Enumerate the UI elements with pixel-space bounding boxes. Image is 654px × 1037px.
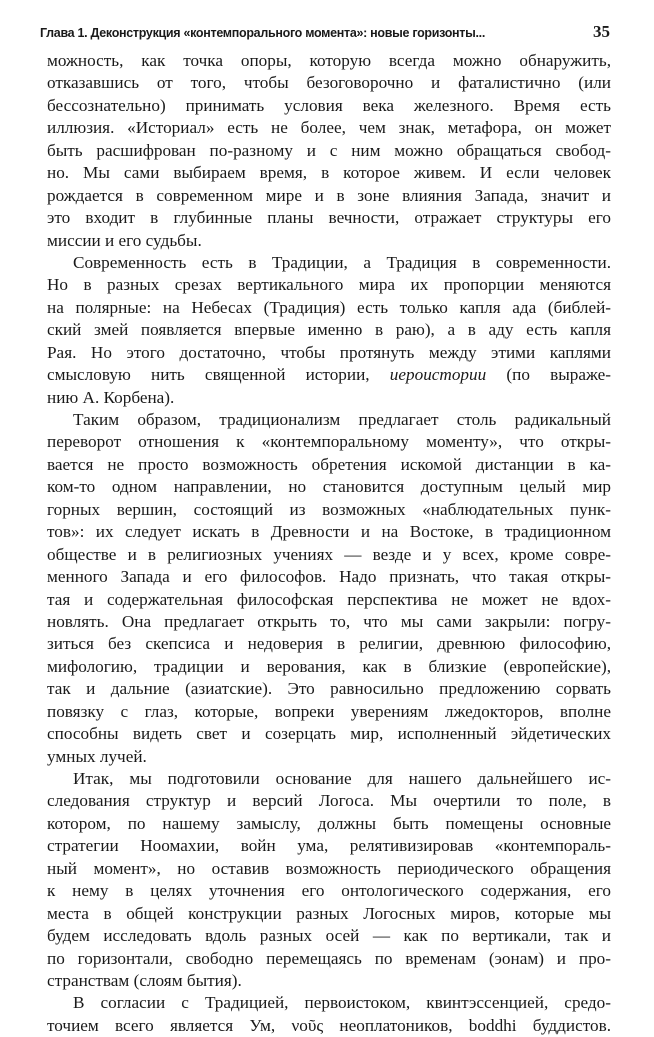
text-line: обществе и в религиозных учениях — везде и у всех, кроме совре- <box>47 544 611 564</box>
text-line: повязку с глаз, которые, вопреки уверениям лжедокторов, вполне <box>47 701 611 721</box>
text-line: переворот отношения к «контемпоральному моменту», что откры- <box>47 432 611 452</box>
text-line: Рая. Но этого достаточно, чтобы протянуть между этими каплями <box>47 342 611 362</box>
body-text <box>47 50 611 1037</box>
text-line: новлять. Она предлагает открыть то, что мы сами закрыли: погру- <box>47 611 611 631</box>
text-line: точием всего является Ум, νοῦς неоплатоников, boddhi буддистов. <box>47 1015 611 1035</box>
paragraph <box>47 409 611 768</box>
paragraph <box>47 768 611 992</box>
text-line: иллюзия. «Историал» есть не более, чем знак, метафора, он может <box>47 118 611 138</box>
text-line: быть расшифрован по-разному и с ним можно обращаться свобод- <box>47 140 611 160</box>
text-line: Итак, мы подготовили основание для нашего дальнейшего ис- <box>73 769 611 788</box>
text-line: способны видеть свет и созерцать мир, исполненный эйдетических <box>47 724 611 744</box>
text-line: Современность есть в Традиции, а Традиция в современности. <box>73 252 611 272</box>
text-line: это входит в глубинные планы вечности, отражает структуры его <box>47 208 611 228</box>
text-line-with-italic <box>47 364 611 386</box>
running-title: Глава 1. Деконструкция «контемпорального момента»: новые горизонты... <box>40 26 486 40</box>
text-line: Но в разных срезах вертикального мира их пропорции меняются <box>47 275 611 295</box>
text-line: места в общей конструкции разных Логосных миров, которые мы <box>47 903 611 923</box>
text-line: но. Мы сами выбираем время, в которое живем. И если человек <box>47 163 611 183</box>
text-line: будем исследовать вдоль разных осей — как по вертикали, так и <box>47 926 611 946</box>
text-line: В согласии с Традицией, первоистоком, квинтэссенцией, средо- <box>73 993 611 1013</box>
text-line: по горизонтали, свободно перемещаясь по временам (эонам) и про- <box>47 948 611 968</box>
text-line: стратегии Ноомахии, войн ума, релятивизировав «контемпораль- <box>47 836 611 856</box>
text-line: мифологию, традиции и верования, как в близкие (европейские), <box>47 656 611 676</box>
italic-term: иероистории <box>389 365 487 385</box>
running-header <box>40 22 610 44</box>
text-line: тов»: их следует искать в Древности и на Востоке, в традиционном <box>47 522 611 542</box>
text-line: котором, по нашему замыслу, должны быть помещены основные <box>47 813 611 833</box>
text-line: ком-то одном направлении, но становится доступным целый мир <box>47 477 611 497</box>
text-line: ный момент», но оставив возможность периодического обращения <box>47 858 611 878</box>
text-line: отказавшись от того, чтобы безоговорочно и фаталистично (или <box>47 73 611 93</box>
text-line: к нему в целях уточнения его онтологического содержания, его <box>47 881 611 901</box>
text-line: Таким образом, традиционализм предлагает столь радикальный <box>73 410 611 429</box>
page-number: 35 <box>593 22 610 41</box>
text-fragment: смысловую нить священной истории, <box>47 365 390 385</box>
text-line: странствам (слоям бытия). <box>47 970 242 990</box>
paragraph <box>47 252 611 409</box>
text-line: так и дальние (азиатские). Это равносильно предложению сорвать <box>47 679 611 699</box>
text-line: зиться без скепсиса и недоверия в религии, древнюю философию, <box>47 634 611 654</box>
text-line: можность, как точка опоры, которую всегда можно обнаружить, <box>47 51 611 70</box>
text-fragment: (по выраже- <box>486 365 611 385</box>
text-line: умных лучей. <box>47 746 147 766</box>
text-line: следования структур и версий Логоса. Мы очертили то поле, в <box>47 791 611 811</box>
text-line: рождается в современном мире и в зоне влияния Запада, значит и <box>47 185 611 205</box>
text-line: вается не просто возможность обретения искомой дистанции в ка- <box>47 454 611 474</box>
text-line: горных вершин, состоящий из возможных «наблюдательных пунк- <box>47 499 611 519</box>
text-line: менного Запада и его философов. Надо признать, что такая откры- <box>47 567 611 587</box>
text-line: нию А. Корбена). <box>47 387 175 407</box>
text-line: на полярные: на Небесах (Традиция) есть только капля ада (библей- <box>47 297 611 317</box>
text-line: бессознательно) принимать условия века железного. Время есть <box>47 95 611 115</box>
paragraph <box>47 50 611 252</box>
paragraph <box>47 992 611 1037</box>
text-line: ский змей появляется впервые именно в раю), а в аду есть капля <box>47 320 611 340</box>
text-line: тая и содержательная философская перспектива не может не вдох- <box>47 589 611 609</box>
text-line: миссии и его судьбы. <box>47 230 202 250</box>
